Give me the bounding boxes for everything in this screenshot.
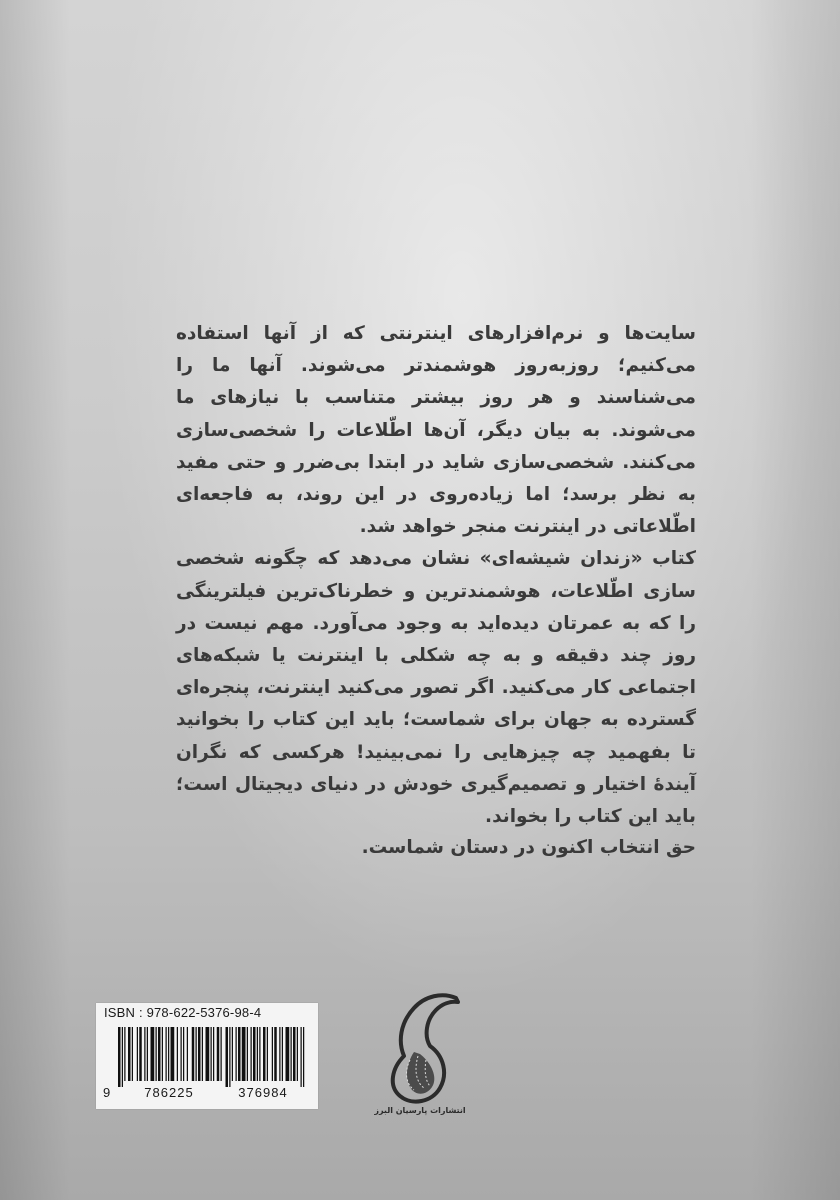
barcode-bar xyxy=(253,1027,256,1081)
barcode-bar xyxy=(229,1027,230,1087)
barcode-bar xyxy=(122,1027,123,1087)
closing-line: حق انتخاب اکنون در دستان شماست. xyxy=(361,837,696,858)
barcode-bar xyxy=(156,1027,157,1081)
barcode-bar xyxy=(226,1027,229,1087)
barcode-bar xyxy=(183,1027,184,1081)
barcode-bar xyxy=(217,1027,220,1081)
back-cover-blurb xyxy=(176,318,696,833)
barcode-bar xyxy=(171,1027,175,1081)
barcode-bar xyxy=(257,1027,258,1081)
barcode-bar xyxy=(162,1027,163,1081)
barcode-bar xyxy=(192,1027,195,1081)
barcode-bar xyxy=(181,1027,182,1081)
barcode-bar xyxy=(139,1027,142,1081)
barcode-left-digits: 786225 xyxy=(144,1085,194,1100)
barcode-bar xyxy=(177,1027,178,1081)
barcode-bar xyxy=(132,1027,133,1081)
barcode-icon xyxy=(118,1027,306,1087)
barcode-lead-digit: 9 xyxy=(103,1085,111,1100)
barcode-bar xyxy=(206,1027,210,1081)
barcode-bar xyxy=(263,1027,266,1081)
barcode-bar xyxy=(301,1027,302,1087)
barcode-right-digits: 376984 xyxy=(238,1085,288,1100)
barcode-bar xyxy=(293,1027,296,1081)
barcode-bar xyxy=(232,1027,233,1081)
barcode-bar xyxy=(291,1027,292,1081)
barcode-bar xyxy=(128,1027,131,1081)
barcode-bar xyxy=(158,1027,161,1081)
barcode-bar xyxy=(147,1027,148,1081)
blurb-paragraph-2: کتاب «زندان شیشه‌ای» نشان می‌دهد که چگونه شخصی سازی اطّلاعات، هوشمندترین و خطرناک‌ترین فیلترینگی را که به عمرتان دیده‌اید به وجود می‌آورد. مهم نیست در روز چند دقیقه و به چه شکلی با اینترنت یا شبکه‌های اجتماعی کار می‌کنید. اگر تصور می‌کنید اینترنت، پنجره‌ای گسترده به جهان برای شماست؛ باید این کتاب را بخوانید تا بفهمید چه چیزهایی را نمی‌بینید! هرکسی که نگران آیندهٔ اختیار و تصمیم‌گیری خودش در دنیای دیجیتال است؛ باید این کتاب را بخواند. xyxy=(176,548,696,828)
barcode-bar xyxy=(196,1027,197,1081)
barcode-bar xyxy=(272,1027,273,1081)
isbn-barcode-label xyxy=(96,1003,318,1109)
barcode-bar xyxy=(247,1027,248,1081)
calligraphic-drop-logo-icon xyxy=(370,990,470,1125)
barcode-bar xyxy=(166,1027,167,1081)
barcode-bar xyxy=(303,1027,304,1087)
blurb-paragraph-1: سایت‌ها و نرم‌افزارهای اینترنتی که از آنها استفاده می‌کنیم؛ روزبه‌روز هوشمندتر می‌شوند. آنها ما را می‌شناسند و هر روز بیشتر متناسب با نیازهای ما می‌شوند. به بیان دیگر، آن‌ها اطّلاعات را شخصی‌سازی می‌کنند. شخصی‌سازی شاید در ابتدا بی‌ضرر و حتی مفید به نظر برسد؛ اما زیاده‌روی در این روند، به فاجعه‌ای اطّلاعاتی در اینترنت منجر خواهد شد. xyxy=(176,323,696,538)
barcode-bar xyxy=(211,1027,212,1081)
barcode-bar xyxy=(297,1027,298,1081)
barcode-bar xyxy=(202,1027,203,1081)
barcode-bar xyxy=(187,1027,188,1081)
barcode-bar xyxy=(213,1027,214,1081)
barcode-bar xyxy=(279,1027,280,1081)
barcode-bar xyxy=(221,1027,222,1081)
isbn-number: ISBN : 978-622-5376-98-4 xyxy=(104,1005,262,1020)
barcode-bar xyxy=(124,1027,125,1081)
barcode-bar xyxy=(274,1027,277,1081)
barcode-bar xyxy=(259,1027,260,1081)
barcode-bar xyxy=(286,1027,290,1081)
barcode-bar xyxy=(238,1027,241,1081)
barcode-bar xyxy=(282,1027,283,1081)
barcode-bar xyxy=(236,1027,237,1081)
barcode-bar xyxy=(242,1027,246,1081)
barcode-bar xyxy=(267,1027,268,1081)
barcode-bar xyxy=(137,1027,138,1081)
barcode-bar xyxy=(168,1027,169,1081)
barcode-bar xyxy=(251,1027,252,1081)
barcode-bar xyxy=(144,1027,145,1081)
publisher-name: انتشارات پارسیان البرز xyxy=(374,1106,466,1115)
barcode-bar xyxy=(118,1027,121,1087)
barcode-bar xyxy=(151,1027,155,1081)
barcode-bar xyxy=(198,1027,201,1081)
